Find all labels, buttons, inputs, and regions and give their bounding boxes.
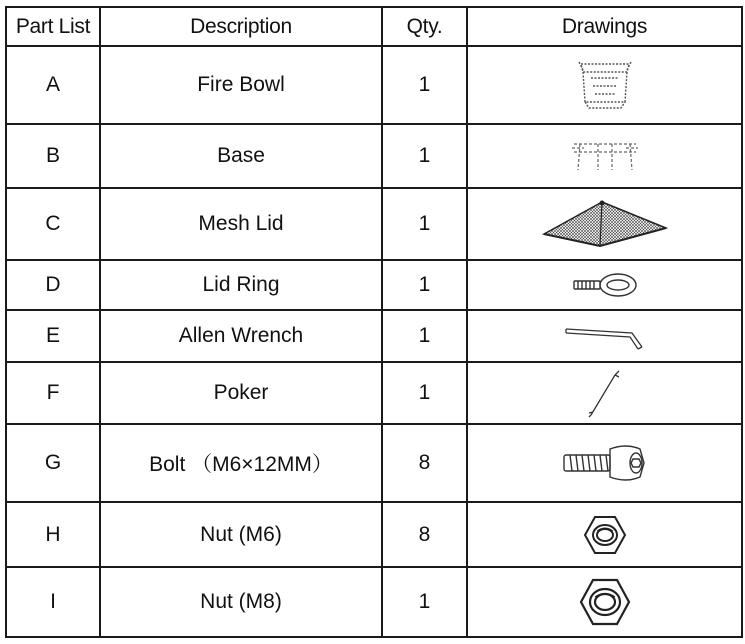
part-description: Poker xyxy=(100,362,382,424)
part-qty: 1 xyxy=(382,362,467,424)
lid-ring-icon xyxy=(570,271,640,299)
table-row xyxy=(6,46,742,124)
part-letter: C xyxy=(6,188,100,260)
header-row xyxy=(6,7,742,46)
fire-bowl-icon xyxy=(575,58,635,112)
nut-m6-icon xyxy=(581,513,629,557)
part-qty: 1 xyxy=(382,260,467,310)
header-drawings: Drawings xyxy=(467,7,742,46)
nut-m8-icon xyxy=(577,576,633,628)
part-qty: 1 xyxy=(382,46,467,124)
poker-icon xyxy=(585,367,625,419)
part-description: Lid Ring xyxy=(100,260,382,310)
part-letter: G xyxy=(6,424,100,502)
part-letter: A xyxy=(6,46,100,124)
bolt-icon xyxy=(560,441,650,485)
table-row xyxy=(6,188,742,260)
part-letter: I xyxy=(6,567,100,637)
table-row xyxy=(6,424,742,502)
part-qty: 1 xyxy=(382,310,467,362)
part-qty: 1 xyxy=(382,188,467,260)
header-part-list: Part List xyxy=(6,7,100,46)
part-qty: 8 xyxy=(382,502,467,567)
allen-wrench-icon xyxy=(562,321,648,351)
part-description: Mesh Lid xyxy=(100,188,382,260)
part-description: Base xyxy=(100,124,382,188)
part-letter: H xyxy=(6,502,100,567)
part-letter: F xyxy=(6,362,100,424)
part-description: Bolt （M6×12MM） xyxy=(100,424,382,502)
table-row xyxy=(6,567,742,637)
part-description: Allen Wrench xyxy=(100,310,382,362)
part-description: Fire Bowl xyxy=(100,46,382,124)
part-description: Nut (M6) xyxy=(100,502,382,567)
part-qty: 1 xyxy=(382,124,467,188)
part-qty: 1 xyxy=(382,567,467,637)
table-row xyxy=(6,260,742,310)
part-letter: D xyxy=(6,260,100,310)
part-letter: E xyxy=(6,310,100,362)
mesh-lid-icon xyxy=(540,198,670,250)
header-qty: Qty. xyxy=(382,7,467,46)
part-description: Nut (M8) xyxy=(100,567,382,637)
part-qty: 8 xyxy=(382,424,467,502)
header-description: Description xyxy=(100,7,382,46)
parts-table xyxy=(5,6,743,638)
table-row xyxy=(6,362,742,424)
part-letter: B xyxy=(6,124,100,188)
base-icon xyxy=(570,136,640,176)
table-row xyxy=(6,310,742,362)
table-row xyxy=(6,502,742,567)
table-row xyxy=(6,124,742,188)
